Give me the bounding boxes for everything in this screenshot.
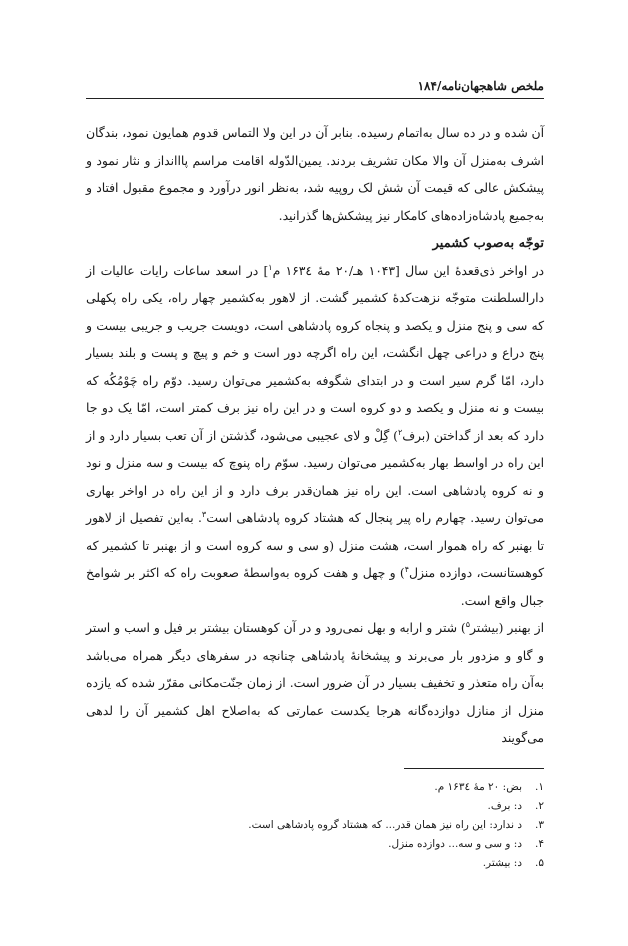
footnote-item <box>86 854 544 873</box>
section-paragraph-2 <box>86 615 544 753</box>
footnote-item <box>86 816 544 835</box>
footnote-item <box>86 797 544 816</box>
footnote-text: د: برف. <box>487 800 522 812</box>
footnote-ref: ۲ <box>397 427 403 437</box>
footnote-ref: ۴ <box>404 564 410 574</box>
header-page-number: ۱۸۴ <box>417 79 437 93</box>
footnote-text: د ندارد: این راه نیز همان قدر... که هشتاد گروه پادشاهی است. <box>248 819 522 831</box>
text-run: در اواخر ذی‌قعدهٔ این سال [۱۰۴۳ هـ/۲۰ مهٔ ۱۶۳٤ م <box>272 263 545 278</box>
header-title: ملخص شاهجهان‌نامه/ <box>436 79 544 93</box>
text-run: . به‌این تفصیل از لاهور تا بهنبر که راه هموار است، هشت منزل (و سی و سه کروه است و از بهنبر تا کشمیر که کوهستانست، دوازده منزل <box>86 511 545 580</box>
footnote-ref: ۵ <box>465 619 471 629</box>
footnote-text: بض: ۲۰ مهٔ ۱۶۳٤ م. <box>434 781 522 793</box>
running-header <box>86 78 544 99</box>
footnote-item <box>86 835 544 854</box>
intro-paragraph: آن شده و در ده سال به‌اتمام رسیده. بنابر آن در این ولا التماس قدوم همایون نمود، بندگان اشرف به‌منزل آن والا مکان تشریف بردند. یمین‌الدّوله اقامت مراسم پااانداز و نثار نمود و پیشکش عالی که قیمت آن شش لک روپیه شد، به‌نظر انور درآورد و مجموع مقبول افتاد و به‌جمیع پادشاه‌زاده‌های کامکار نیز پیشکش‌ها گذرانید. <box>86 126 544 223</box>
footnote-item <box>86 778 544 797</box>
footnote-number: ۵. <box>535 857 544 869</box>
footnote-text: د: بیشتر. <box>482 857 522 869</box>
text-run: ) شتر و ارابه و بهل نمی‌رود و در آن کوهستان بیشتر بر فیل و اسب و استر و گاو و مزدور بار می‌برند و پیشخانهٔ پادشاهی چنانچه در سفرهای دیگر همراه می‌باشد به‌آن راه متعذر و تخفیف بسیار در آن ضرور است. از زمان جنّت‌مکانی مقرّر شده که یازده منزل از منازل دوازده‌گانه هرجا یکدست عمارتی که به‌اصلاح اهل کشمیر آن را لدهی می‌گویند <box>86 621 544 745</box>
text-run: ) گِلْ و لای عجیبی می‌شود، گذشتن از آن تعب بسیار دارد و از این راه در اواسط بهار به‌کشمیر می‌توان رسید. سوّم راه پنوچ که بیست و سه منزل و نود و نه کروه پادشاهی است. این راه نیز همان‌قدر برف دارد و از این راه در اواخر بهاری می‌توان رسید. چهارم راه پیر پنجال که هشتاد کروه پادشاهی است <box>86 428 545 525</box>
footnote-text: د: و سی و سه... دوازده منزل. <box>388 838 522 850</box>
footnote-number: ۲. <box>535 800 544 812</box>
footnote-ref: ۳ <box>201 509 207 519</box>
footnote-ref: ۱ <box>268 262 273 272</box>
text-run: از بهنبر (بیشتر <box>470 621 544 635</box>
text-run: ) و چهل و هفت کروه به‌واسطهٔ صعوبت راه که اکثر بر شوامخ جبال واقع است. <box>86 566 544 608</box>
footnote-number: ۴. <box>535 838 544 850</box>
section-paragraph-1 <box>86 258 544 616</box>
footnote-number: ۱. <box>535 781 544 793</box>
main-text <box>86 120 544 753</box>
footnote-divider <box>404 768 544 769</box>
section-heading: توجّه به‌صوب کشمیر <box>432 236 544 251</box>
footnote-number: ۳. <box>535 819 544 831</box>
text-run: ] در اسعد ساعات رایات عالیات از دارالسلطنت متوجّه نزهت‌کدهٔ کشمیر گشت. از لاهور به‌کشمیر چهار راه، یکی راه پکهلی که سی و پنج منزل و یکصد و پنجاه کروه پادشاهی است، دویست جریب و جریبی بیست و پنج دراع و دراعی چهل انگشت، این راه اگرچه دور است و خم و پیچ و پست و بلند بسیار دارد، امّا گرم سیر است و در ابتدای شگوفه به‌کشمیر می‌توان رسید. دوّم راه چَوْمُکُه که بیست و نه منزل و یکصد و دو کروه است و در این راه نیز برف کمتر است، امّا یک دو جا دارد که بعد از گداختن (برف <box>86 263 544 443</box>
footnotes <box>86 778 544 873</box>
